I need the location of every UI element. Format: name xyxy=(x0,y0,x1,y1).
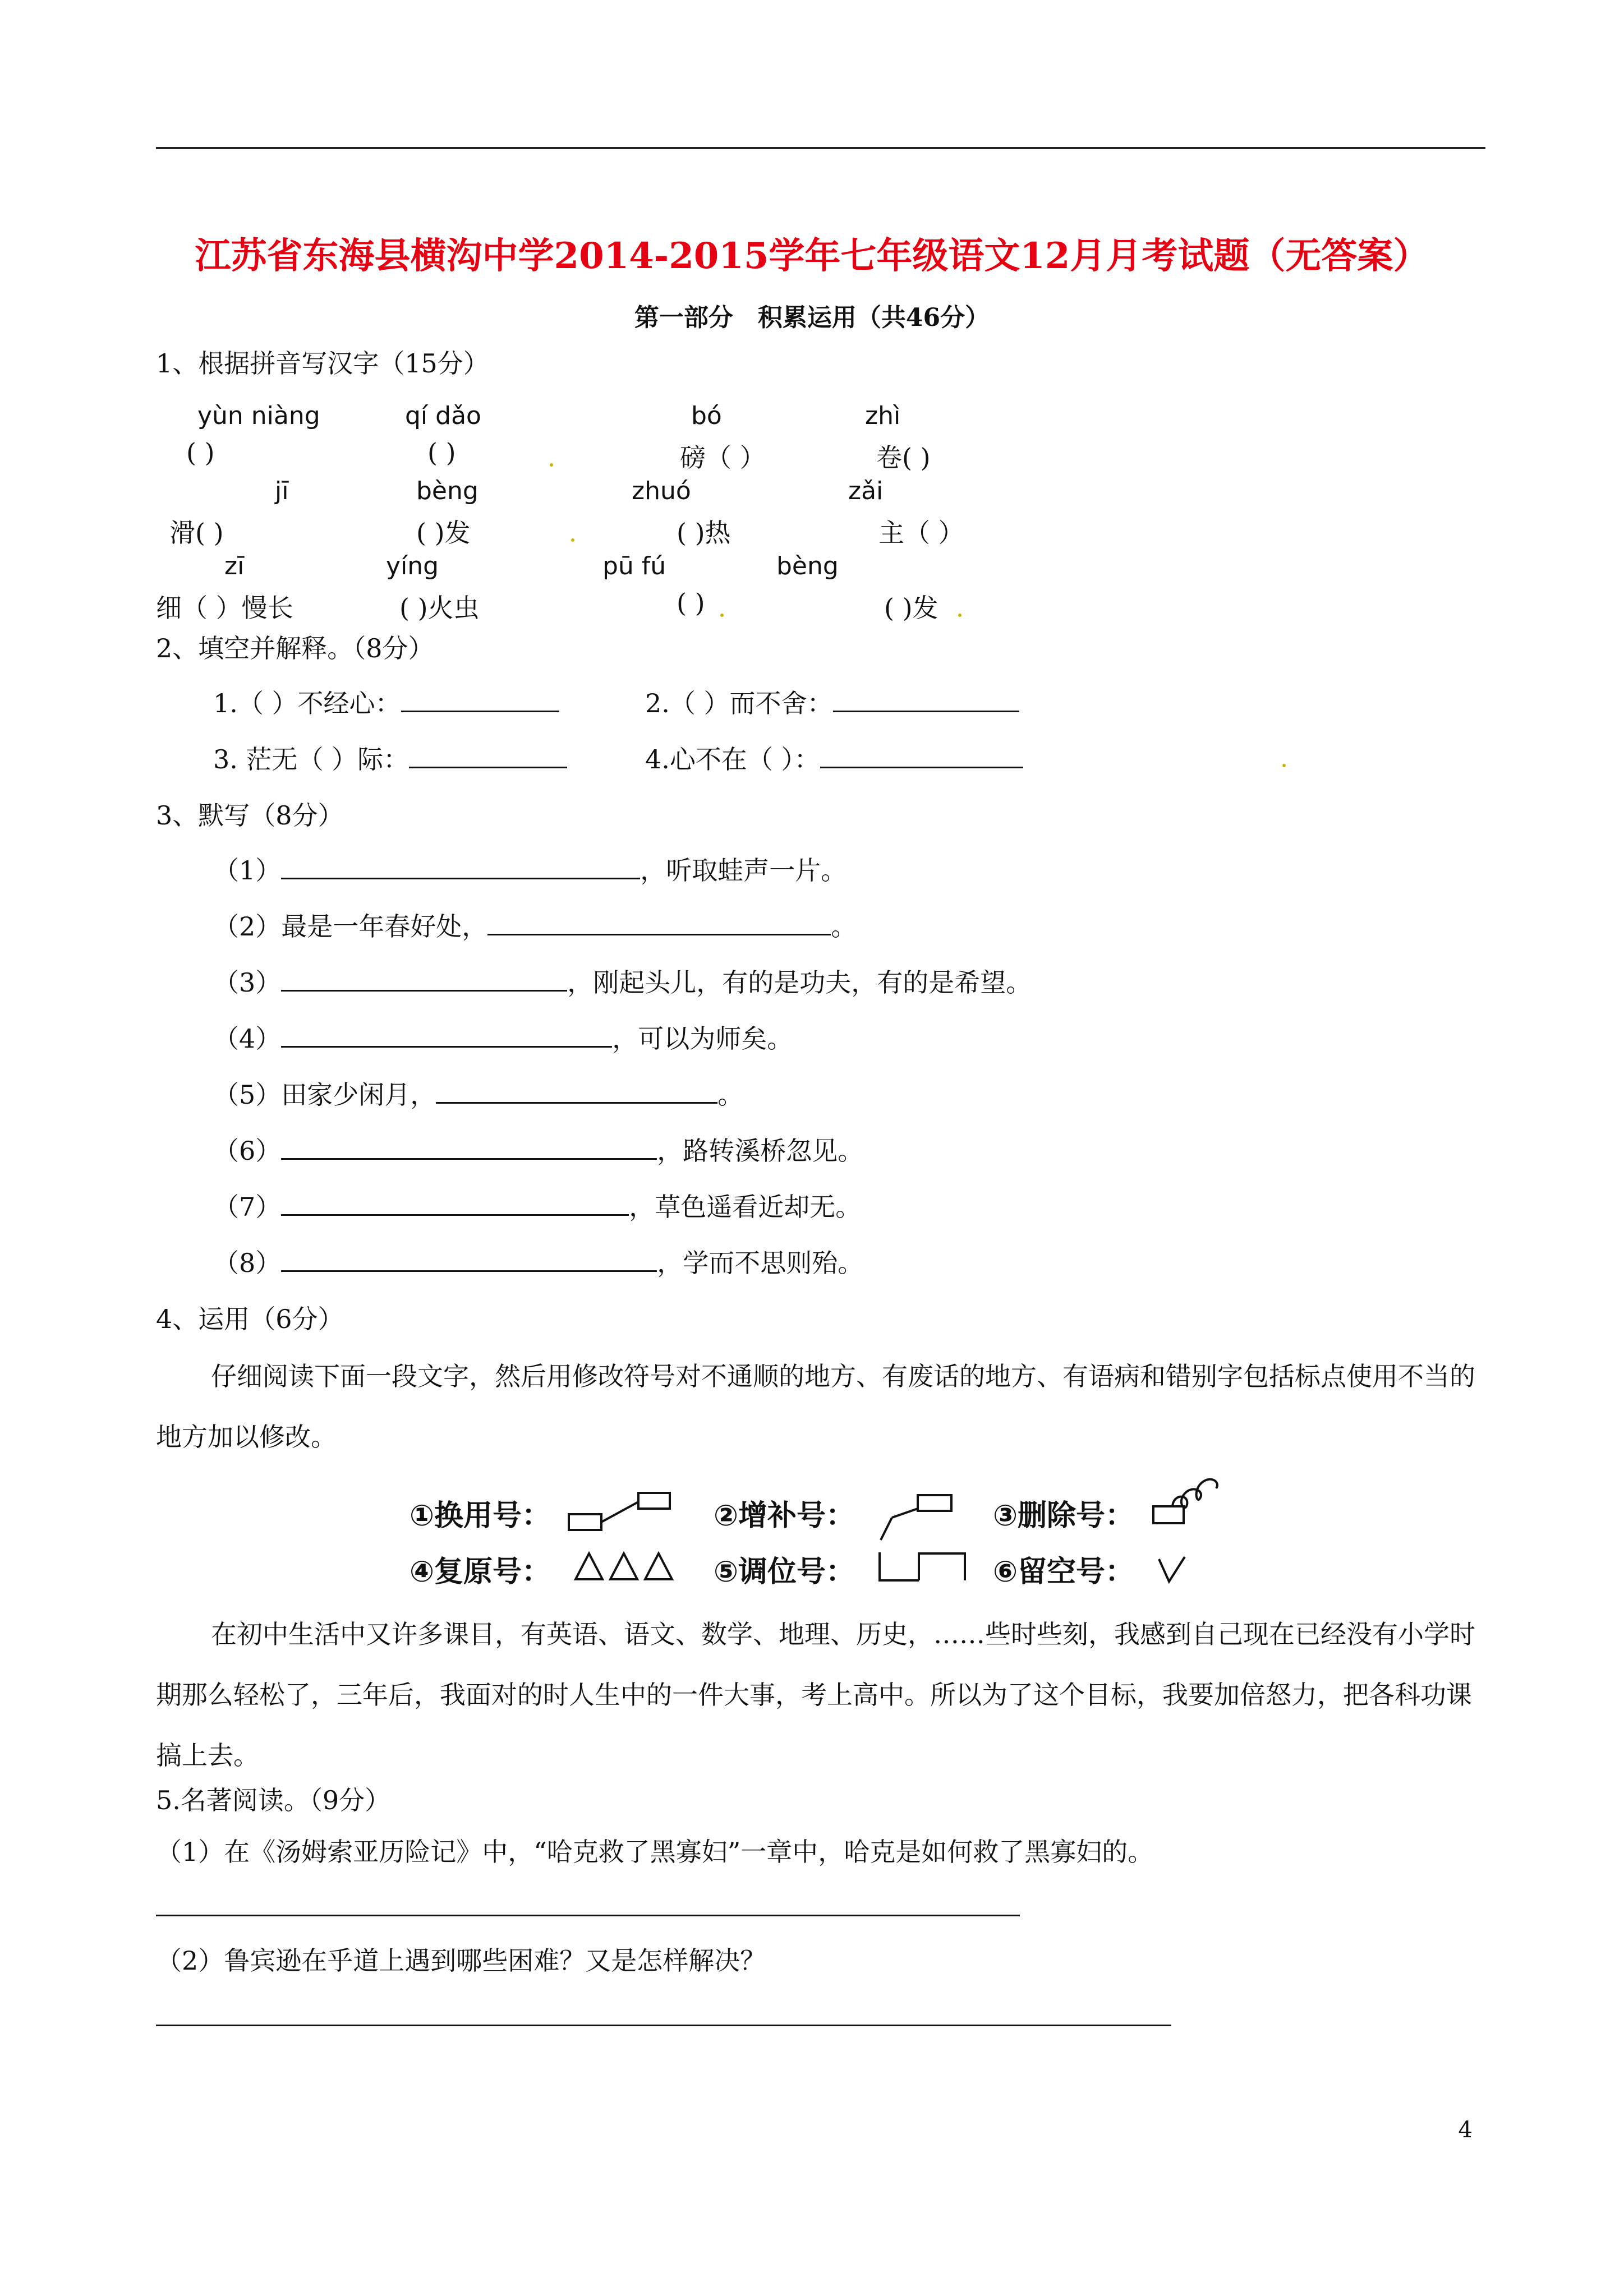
recite-item: （4） ，可以为师矣。 xyxy=(213,1023,793,1054)
answer-blank[interactable]: 主（ ） xyxy=(878,518,964,548)
idiom-item: 2.（ ）而不舍： xyxy=(645,683,1019,720)
answer-line[interactable] xyxy=(436,1080,717,1104)
pinyin: pū fú xyxy=(602,552,666,580)
recite-item: （8） ，学而不思则殆。 xyxy=(213,1248,864,1278)
pinyin: bèng xyxy=(416,477,479,505)
q3-heading: 3、默写（8分） xyxy=(156,800,344,831)
pinyin: yíng xyxy=(386,552,439,580)
scan-speck xyxy=(958,614,961,617)
space-mark-icon xyxy=(1156,1553,1189,1585)
transpose-mark-icon xyxy=(875,1548,970,1585)
answer-line[interactable] xyxy=(401,688,559,712)
symbol-restore: ④复原号： xyxy=(410,1555,551,1589)
answer-blank[interactable]: 磅（ ） xyxy=(680,442,766,473)
replace-mark-icon xyxy=(567,1486,673,1537)
scan-speck xyxy=(571,538,574,542)
answer-blank[interactable]: 卷( ) xyxy=(876,442,931,473)
insert-mark-icon xyxy=(875,1486,959,1542)
answer-line[interactable] xyxy=(281,967,567,992)
answer-blank[interactable]: 滑( ) xyxy=(169,518,224,548)
answer-line[interactable] xyxy=(281,1023,612,1048)
pinyin: zī xyxy=(224,552,245,580)
delete-mark-icon xyxy=(1150,1463,1229,1530)
pinyin: zǎi xyxy=(848,477,884,505)
restore-mark-icon xyxy=(572,1549,679,1583)
q2-heading: 2、填空并解释。（8分） xyxy=(156,633,434,663)
scan-speck xyxy=(1282,764,1286,767)
pinyin: bó xyxy=(691,402,722,430)
q5-heading: 5.名著阅读。（9分） xyxy=(156,1785,391,1815)
symbol-insert: ②增补号： xyxy=(714,1499,855,1533)
answer-line[interactable] xyxy=(487,911,831,935)
answer-blank[interactable]: ( ) xyxy=(186,437,215,468)
recite-item: （1） ，听取蛙声一片。 xyxy=(213,855,847,886)
symbol-space: ⑥留空号： xyxy=(993,1555,1135,1589)
answer-line[interactable] xyxy=(833,688,1019,712)
answer-blank[interactable]: ( ) xyxy=(677,588,705,618)
answer-line[interactable] xyxy=(281,1248,657,1272)
answer-blank[interactable]: ( )发 xyxy=(416,518,471,548)
answer-line[interactable] xyxy=(281,1192,629,1216)
recite-item: （3） ，刚起头儿，有的是功夫，有的是希望。 xyxy=(213,967,1032,998)
symbol-replace: ①换用号： xyxy=(410,1499,551,1533)
q4-instruction: 仔细阅读下面一段文字，然后用修改符号对不通顺的地方、有废话的地方、有语病和错别字包括标点使用不当的地方加以修改。 xyxy=(156,1361,1475,1452)
answer-blank[interactable]: ( )发 xyxy=(884,593,938,623)
answer-line[interactable] xyxy=(156,2025,1171,2026)
pinyin: yùn niàng xyxy=(197,402,320,430)
page-number: 4 xyxy=(1458,2117,1473,2143)
recite-item: （5）田家少闲月， 。 xyxy=(213,1080,744,1110)
q1-heading: 1、根据拼音写汉字（15分） xyxy=(156,348,489,379)
answer-line[interactable] xyxy=(281,855,640,879)
recite-item: （7） ，草色遥看近却无。 xyxy=(213,1192,862,1222)
answer-blank[interactable]: ( ) xyxy=(427,437,456,468)
symbol-transpose: ⑤调位号： xyxy=(714,1555,855,1589)
q4-heading: 4、运用（6分） xyxy=(156,1304,344,1334)
idiom-item: 4.心不在（ ）： xyxy=(645,739,1023,776)
pinyin: qí dǎo xyxy=(405,402,481,430)
answer-blank[interactable]: 细（ ）慢长 xyxy=(156,593,293,623)
scan-speck xyxy=(550,463,553,467)
page-title: 江苏省东海县横沟中学2014-2015学年七年级语文12月月考试题（无答案） xyxy=(195,235,1429,277)
recite-item: （2）最是一年春好处， 。 xyxy=(213,911,857,942)
pinyin: zhuó xyxy=(632,477,691,505)
recite-item: （6） ，路转溪桥忽见。 xyxy=(213,1136,864,1166)
answer-line[interactable] xyxy=(820,744,1023,768)
idiom-item: 3. 茫无（ ）际： xyxy=(213,739,567,776)
q4-passage: 在初中生活中又许多课目，有英语、语文、数学、地理、历史，……些时些刻，我感到自己现在已经没有小学时期那么轻松了，三年后，我面对的时人生中的一件大事，考上高中。所以为了这个目标，我要加倍怒力，把各科功课搞上去。 xyxy=(156,1619,1475,1771)
answer-blank[interactable]: ( )火虫 xyxy=(399,593,480,623)
answer-blank[interactable]: ( )热 xyxy=(677,518,731,548)
symbol-delete: ③删除号： xyxy=(993,1499,1135,1533)
pinyin: zhì xyxy=(865,402,901,430)
answer-line[interactable] xyxy=(409,744,567,768)
header-rule xyxy=(156,147,1485,149)
part-heading: 第一部分 积累运用（共46分） xyxy=(634,303,990,332)
idiom-item: 1.（ ）不经心： xyxy=(213,683,559,720)
q5-sub1: （1）在《汤姆索亚历险记》中，“哈克救了黑寡妇”一章中，哈克是如何救了黑寡妇的。 xyxy=(156,1837,1154,1867)
pinyin: jī xyxy=(275,477,289,505)
q5-sub2: （2）鲁宾逊在乎道上遇到哪些困难？又是怎样解决？ xyxy=(156,1945,766,1976)
answer-line[interactable] xyxy=(156,1915,1020,1916)
scan-speck xyxy=(720,614,724,617)
answer-line[interactable] xyxy=(281,1136,657,1160)
pinyin: bèng xyxy=(776,552,839,580)
